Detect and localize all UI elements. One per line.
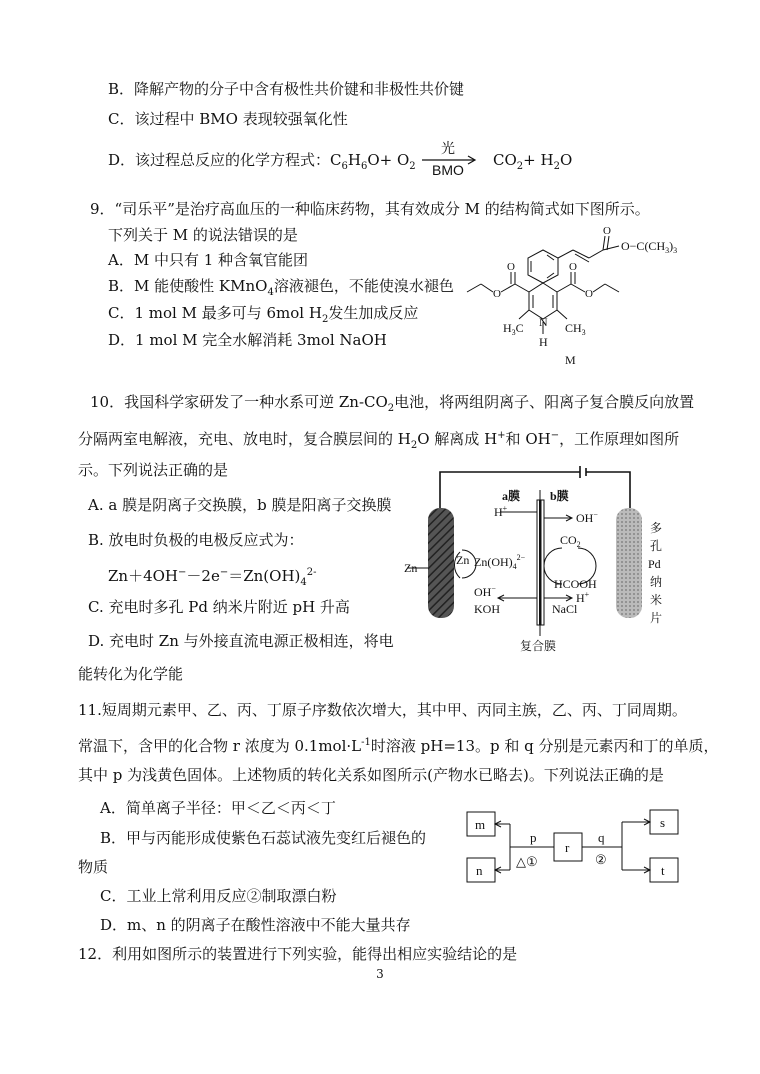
svg-text:O: O bbox=[507, 261, 515, 273]
condition-2: ② bbox=[595, 852, 607, 867]
arrow-condition-top: 光 bbox=[441, 140, 455, 156]
n-node: n bbox=[476, 863, 483, 878]
conversion-diagram bbox=[462, 806, 692, 902]
zn-electrode bbox=[428, 508, 454, 618]
pd-label-4: 纳 bbox=[650, 575, 663, 589]
q10-option-c: C. 充电时多孔 Pd 纳米片附近 pH 升高 bbox=[88, 598, 350, 616]
q10-option-d: D. 充电时 Zn 与外接直流电源正极相连，将电 bbox=[88, 632, 394, 650]
zn-inner-label: Zn bbox=[456, 553, 470, 567]
ch3-label: $CH_3$ bbox=[565, 321, 586, 337]
q11-option-c: C．工业上常利用反应②制取漂白粉 bbox=[100, 887, 337, 905]
reaction-arrow bbox=[420, 138, 480, 182]
pd-label-5: 米 bbox=[650, 593, 663, 607]
q10-option-d-cont: 能转化为化学能 bbox=[78, 665, 184, 683]
zincate-label: $Zn(OH)_4^{2-}$ bbox=[474, 553, 526, 571]
q9-option-c: C．1 mol M 最多可与 6mol $H_2$发生加成反应 bbox=[108, 304, 419, 325]
condition-1: △① bbox=[516, 854, 538, 869]
q9-option-a: A．M 中只有 1 种含氧官能团 bbox=[108, 251, 309, 269]
oh-minus-label: OH− bbox=[576, 510, 598, 525]
co2-label: $CO_2$ bbox=[560, 533, 581, 549]
pd-label-1: 多 bbox=[650, 521, 663, 535]
q11-line3: 其中 p 为浅黄色固体。上述物质的转化关系如图所示(产物水已略去)。下列说法正确的是 bbox=[78, 766, 664, 784]
h-right-label: H+ bbox=[576, 590, 590, 605]
q9-option-d: D．1 mol M 完全水解消耗 3mol NaOH bbox=[108, 331, 387, 349]
q11-line2: 常温下，含甲的化合物 r 浓度为 $0.1mol\cdot L^{-1}$时溶液 pH=13。p 和 q 分别是元素丙和丁的单质， bbox=[78, 737, 719, 755]
nacl-label: NaCl bbox=[552, 602, 578, 616]
koh-label: KOH bbox=[474, 602, 500, 616]
svg-text:O: O bbox=[569, 261, 577, 273]
battery-figure bbox=[400, 460, 700, 655]
q11-option-b: B．甲与丙能形成使紫色石蕊试液先变红后褪色的 bbox=[100, 829, 427, 847]
composite-membrane-label: 复合膜 bbox=[520, 639, 557, 653]
q11-option-b-cont: 物质 bbox=[78, 858, 109, 876]
pd-label-3: Pd bbox=[648, 557, 661, 571]
n-atom-label: N bbox=[539, 315, 548, 329]
q11-line1: 11.短周期元素甲、乙、丙、丁原子序数依次增大，其中甲、丙同主族，乙、丙、丁同周期。 bbox=[78, 701, 687, 719]
q10-line1: 10．我国科学家研发了一种水系可逆 $Zn-CO_2$电池，将两组阴离子、阳离子复合膜反向放置 bbox=[90, 393, 695, 414]
h3c-label: $H_3C$ bbox=[503, 321, 524, 337]
nh-label: H bbox=[539, 335, 548, 349]
h-plus-label: H+ bbox=[494, 504, 508, 519]
q10-option-a: A. a 膜是阴离子交换膜，b 膜是阳离子交换膜 bbox=[88, 496, 392, 514]
q12-stem: 12．利用如图所示的装置进行下列实验，能得出相应实验结论的是 bbox=[78, 945, 518, 963]
hcooh-label: HCOOH bbox=[554, 577, 597, 591]
s-node: s bbox=[660, 815, 666, 830]
q8-products: $CO_2+ H_2O$ bbox=[493, 151, 573, 172]
q9-option-b: B．M 能使酸性 KMnO$_4$溶液褪色，不能使溴水褪色 bbox=[108, 277, 454, 298]
pd-electrode bbox=[616, 508, 642, 618]
m-node: m bbox=[475, 817, 486, 832]
a-membrane-label: a膜 bbox=[502, 489, 521, 503]
q10-option-b: B. 放电时负极的电极反应式为： bbox=[88, 531, 304, 549]
q8-option-b: B．降解产物的分子中含有极性共价键和非极性共价键 bbox=[108, 80, 465, 98]
t-node: t bbox=[661, 863, 665, 878]
r-node: r bbox=[565, 840, 570, 855]
svg-text:O: O bbox=[493, 288, 501, 300]
p-label: p bbox=[530, 830, 537, 845]
q10-line2: 分隔两室电解液，充电、放电时，复合膜层间的 $H_2O$ 解离成 H+和 OH−，工作原理如图所 bbox=[78, 430, 680, 451]
tbu-ester-label: $O-C(CH_3)_3$ bbox=[621, 239, 678, 255]
arrow-condition-bottom: BMO bbox=[432, 162, 464, 178]
oh-left-label: OH− bbox=[474, 584, 496, 599]
q11-option-d: D．m、n 的阴离子在酸性溶液中不能大量共存 bbox=[100, 916, 411, 934]
svg-text:O: O bbox=[585, 288, 593, 300]
b-membrane-label: b膜 bbox=[550, 489, 569, 503]
q10-line3: 示。下列说法正确的是 bbox=[78, 461, 229, 479]
pd-label-6: 片 bbox=[650, 611, 663, 625]
page-number: 3 bbox=[376, 967, 384, 981]
q11-option-a: A．简单离子半径：甲＜乙＜丙＜丁 bbox=[100, 799, 336, 817]
q8-option-d: D．该过程总反应的化学方程式：$C_6H_6O+ O_2$ bbox=[108, 151, 416, 172]
q-label: q bbox=[598, 830, 605, 845]
zn-label: Zn bbox=[404, 561, 418, 575]
q9-stem: 9．“司乐平”是治疗高血压的一种临床药物，其有效成分 M 的结构简式如下图所示。 bbox=[90, 200, 650, 218]
m-structure-figure bbox=[455, 222, 685, 372]
m-label: M bbox=[565, 353, 576, 367]
q10-option-b-equation: $Zn+4OH^--2e^-=Zn(OH)_4^{2-}$ bbox=[108, 567, 317, 588]
q9-sub: 下列关于 M 的说法错误的是 bbox=[108, 226, 298, 244]
svg-text:O: O bbox=[603, 225, 611, 237]
q8-option-c: C．该过程中 BMO 表现较强氧化性 bbox=[108, 110, 348, 128]
pd-label-2: 孔 bbox=[650, 539, 663, 553]
